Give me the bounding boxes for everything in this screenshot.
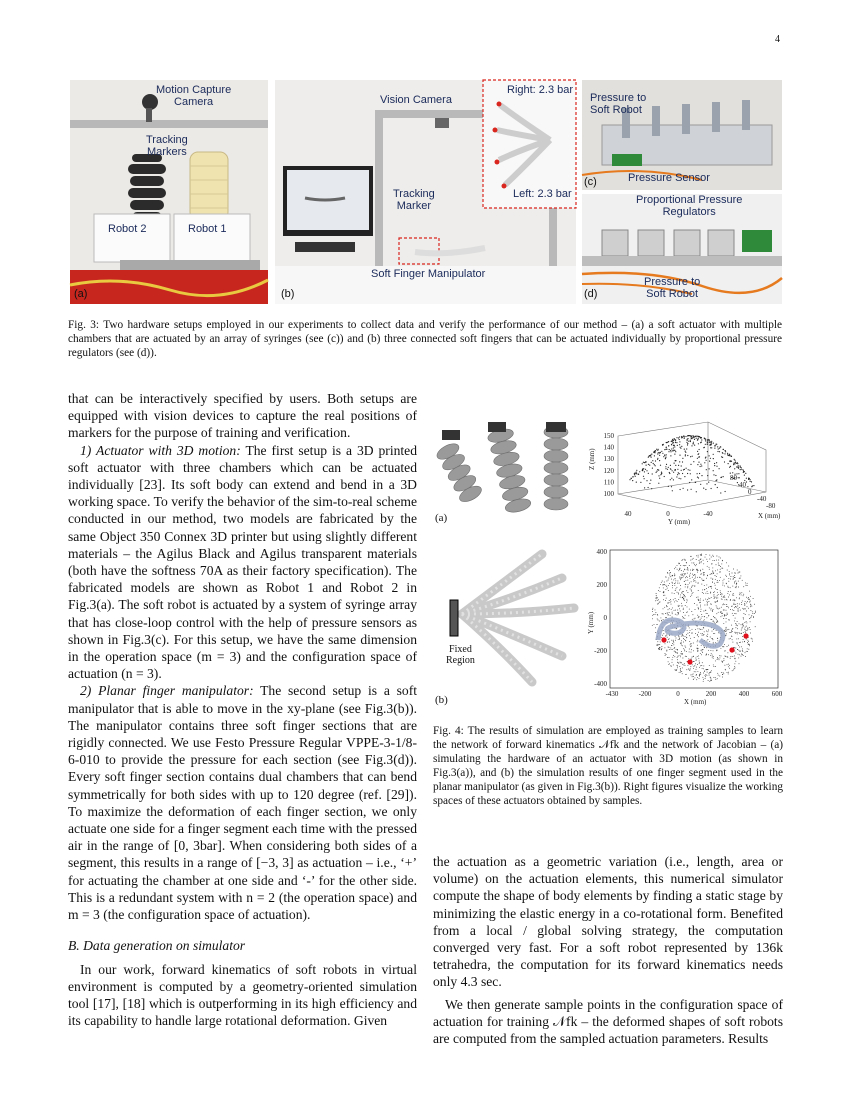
fig4-plot-a-xtick: -40 <box>703 510 713 518</box>
robot-2-label: Robot 2 <box>108 223 147 235</box>
subsection-1-heading: 1) Actuator with 3D motion: <box>80 442 241 458</box>
fig4-plot-a-points <box>629 435 754 494</box>
tracking-marker-label: Tracking Marker <box>393 188 435 212</box>
fig4-plot-b-marker <box>687 659 692 664</box>
right-paragraph-2: We then generate sample points in the configuration space of actuation for training 𝒩fk – the deformed shapes of soft robots are computed from the sampled actuation parameters. Results <box>433 996 783 1047</box>
fig4-actuator-renders <box>432 418 582 518</box>
section-b-heading: B. Data generation on simulator <box>68 938 246 954</box>
fig3-caption: Fig. 3: Two hardware setups employed in our experiments to collect data and verify the performance of our method – (a) a soft actuator with multiple chambers that are actuated by an array of syringes (see (c)) and (b) three connected soft fingers that can be actuated individually by proportional pressure regulators (see (d)). <box>68 319 782 359</box>
left-paragraph-2 <box>68 682 417 923</box>
fig4-plot-a-ztick: 130 <box>603 455 614 464</box>
fig4-plot-a-ytick: 40 <box>739 481 746 489</box>
fig4-plot-a-ytick: 80 <box>730 474 737 482</box>
fig4-plot-b-xtick: 0 <box>676 690 680 698</box>
soft-finger-manipulator-label: Soft Finger Manipulator <box>371 268 486 280</box>
vision-camera-label: Vision Camera <box>380 94 452 106</box>
pressure-sensor-label: Pressure Sensor <box>628 172 710 184</box>
pressure-to-soft-robot-label-c: Pressure to Soft Robot <box>590 92 647 116</box>
fig4-plot-a-ytick: -40 <box>757 495 767 503</box>
left-paragraph-1-text: The first setup is a 3D printed soft actuator with three chambers which can be actuated individually [23]. Its soft body can extend and bend in a 3D working space. To verify the behavior of the sim-to-real scheme conducted in our method, two models are fabricated by the same Object 350 Connex 3D printer but using slightly different materials – the Agilus Black and Agilus transparent materials (both have the softness 70A as their factory specification). The fabricated models are shown as Robot 1 and Robot 2 in Fig.3(a). The soft robot is actuated by a system of syringe array that has close-loop control with the help of pressure sensors as shown in Fig.3(c). For this setup, we have the same dimension in the operation space (m = 3) and the configuration space of actuation (n = 3). <box>68 442 418 682</box>
fig3-panel-d <box>582 194 782 304</box>
fig4-plot-b-points <box>652 554 756 682</box>
fig3-panel-b <box>275 80 576 304</box>
left-column <box>68 390 417 1029</box>
figure-4 <box>432 418 784 708</box>
motion-capture-camera-label: Motion Capture Camera <box>156 84 232 108</box>
tracking-markers-label: Tracking Markers <box>146 134 188 158</box>
fig4-plot-b-ytick: -400 <box>594 680 607 688</box>
page-number: 4 <box>775 34 780 45</box>
left-pressure-label: Left: 2.3 bar <box>513 188 572 200</box>
right-paragraph-1: the actuation as a geometric variation (i.e., length, area or volume) on the actuation elements, this numerical simulator compute the shape of body elements by finding a static stage by minimizing the elastic energy in a co-rotational form. Benefited from a local / global solving strategy, the computation converged very fast. For a soft robot represented by 136k tetrahedra, the computation for its forward kinematics needs only 4.3 sec. <box>433 854 783 990</box>
pressure-to-soft-robot-label-d: Pressure to Soft Robot <box>644 276 701 300</box>
left-paragraph-2-text: The second setup is a soft manipulator that is able to move in the xy-plane (see Fig.3(b)). The manipulator contains three soft finger sections that are rigidly connected. We use Festo Pressure Regular VPPE-3-1/8-6-010 to provide the pressure for each section (see Fig.3(d)). Every soft finger section contains dual chambers that can bend symmetrically for both sides with up to 120 degree (ref. [29]). To maximize the deformation of each finger section, we only actuate one side for a finger segment each time with the pressed air in the range of [0, 3bar]. When considering both sides of a segment, this results in a range of [−3, 3] as actuation – i.e., ‘+’ for actuating the chamber at one side and ‘-’ for the other side. This is a redundant system with n = 2 (the operation space) and m = 3 (the configuration space of actuation). <box>68 683 418 923</box>
fig4-plot-a-ytick: 0 <box>748 488 752 496</box>
proportional-pressure-regulators-label: Proportional Pressure Regulators <box>636 194 743 218</box>
fig4-plot-a-ztick: 100 <box>603 490 614 498</box>
fig4-plot-b-marker <box>729 647 734 652</box>
fig4-manipulator-render <box>432 544 590 694</box>
fig4-plot-a-xlabel: X (mm) <box>758 512 781 520</box>
fig3-panel-c <box>582 80 782 190</box>
fig4-plot-a-ytick: -80 <box>766 502 776 510</box>
fig4-plot-b-ytick: 200 <box>596 581 607 589</box>
fig3-panel-a-photo <box>70 80 268 304</box>
robot-1-label: Robot 1 <box>188 223 227 235</box>
fig4-plot-b-xtick: -200 <box>638 690 652 698</box>
fig4-caption: Fig. 4: The results of simulation are employed as training samples to learn the network of forward kinematics 𝒩fk and the network of Jacobian – (a) simulating the hardware of an actuator with 3D motion (as shown in Fig.3(a)), and (b) the simulation results of one finger segment used in the planar manipulator (as given in Fig.3(b)). Right figures visualize the working spaces of these actuators obtained by samples. <box>433 725 783 807</box>
fig3-tag-c: (c) <box>584 176 597 188</box>
fig3-tag-a: (a) <box>74 288 88 300</box>
fig4-plot-a-xtick: 0 <box>666 510 670 518</box>
fig3-tag-d: (d) <box>584 288 598 300</box>
subsection-2-heading: 2) Planar finger manipulator: <box>80 683 254 699</box>
fig4-plot-b-xtick: -430 <box>605 690 619 698</box>
fig4-plot-a <box>588 418 784 528</box>
fig4-plot-b-xlabel: X (mm) <box>684 698 707 706</box>
fig4-plot-a-xtick: 40 <box>624 510 632 518</box>
fig4-plot-b-ylabel: Y (mm) <box>587 611 595 634</box>
fig4-plot-a-ztick: 120 <box>603 466 614 475</box>
fig4-plot-b-ytick: 0 <box>603 614 607 622</box>
fig4-plot-a-ztick: 140 <box>603 443 614 452</box>
fig4-plot-b-xtick: 400 <box>738 690 750 698</box>
fixed-region-label: Fixed Region <box>446 644 475 666</box>
fig4-plot-a-ztick: 110 <box>603 478 614 487</box>
fig4-plot-b-marker <box>743 633 748 638</box>
fig4-plot-b <box>588 546 784 706</box>
right-pressure-label: Right: 2.3 bar <box>507 84 574 96</box>
fig3-panel-a <box>70 80 268 304</box>
fig4-plot-b-xtick: 600 <box>771 690 783 698</box>
fig4-plot-a-zlabel: Z (mm) <box>588 448 596 470</box>
fig3-tag-b: (b) <box>281 288 295 300</box>
left-paragraph-0: that can be interactively specified by users. Both setups are equipped with vision devices to capture the real positions of markers for the purpose of training and verification. <box>68 391 417 441</box>
fig4-plot-b-ytick: 400 <box>596 548 607 556</box>
left-paragraph-3: In our work, forward kinematics of soft robots in virtual environment is computed by a geometry-oriented simulation tool [17], [18] which is outperforming in its high efficiency and its capability to handle large rotational deformation. Given <box>68 961 417 1029</box>
figure-3 <box>70 80 782 304</box>
fig4-tag-b: (b) <box>435 694 448 706</box>
fig4-plot-a-ylabel: Y (mm) <box>668 518 691 526</box>
fig4-plot-b-marker <box>661 637 666 642</box>
fig4-plot-b-xtick: 200 <box>705 690 717 698</box>
fig4-tag-a: (a) <box>435 512 448 524</box>
right-column <box>433 853 783 1047</box>
fig4-plot-a-ztick: 150 <box>603 432 614 440</box>
fig4-plot-b-ytick: -200 <box>594 647 607 655</box>
left-paragraph-1 <box>68 442 417 683</box>
